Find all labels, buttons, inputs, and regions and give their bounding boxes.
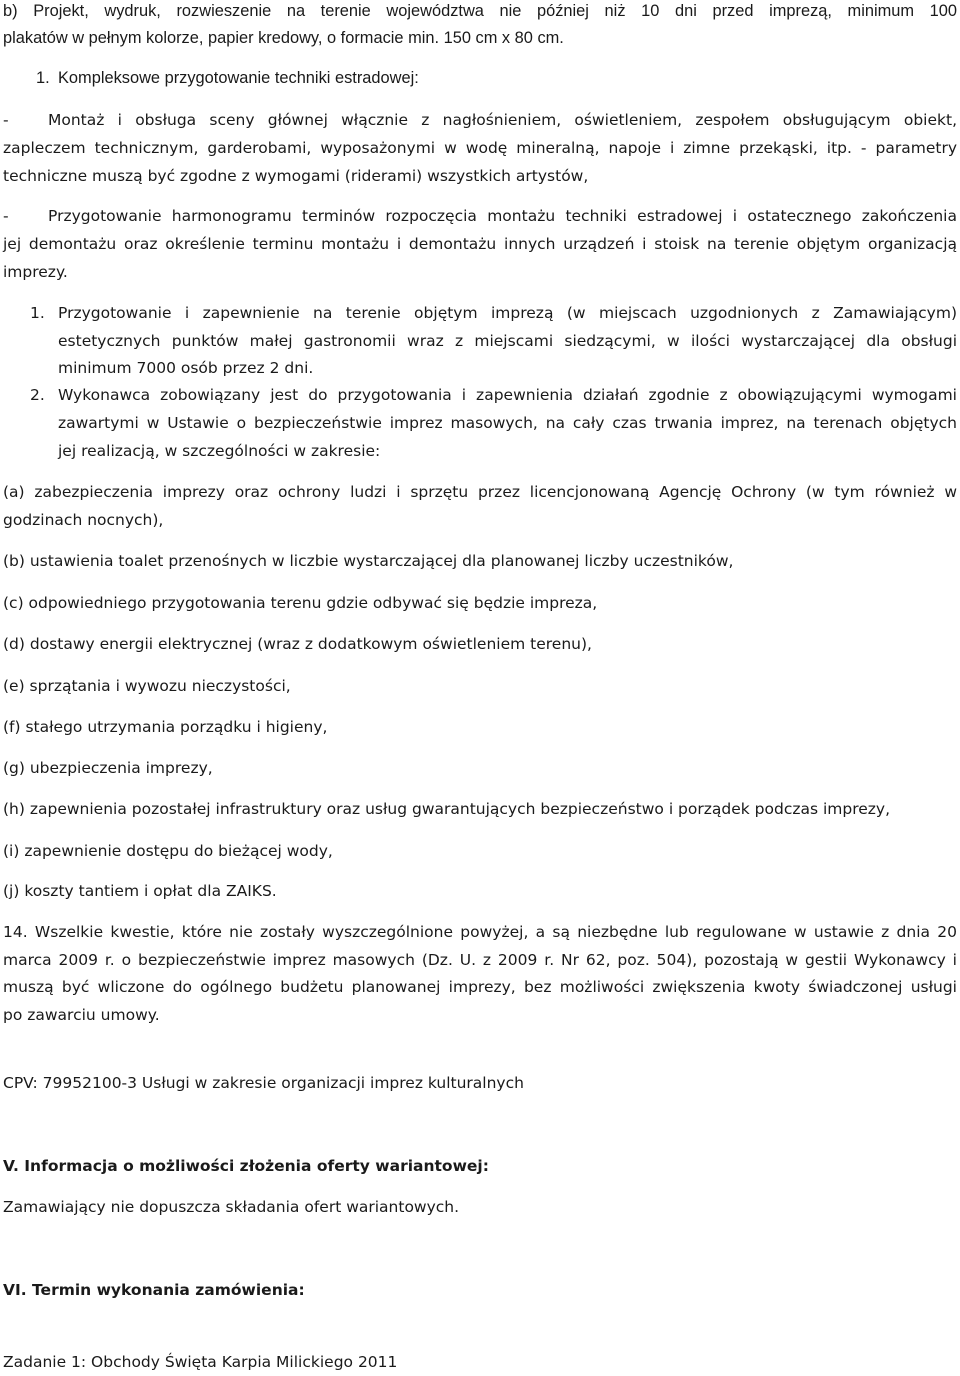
letter-e: (e) sprzątania i wywozu nieczystości, [3, 677, 291, 695]
numbered-1-line-1: Przygotowanie i zapewnienie na terenie objętym imprezą (w miejscach uzgodnionych z Zamawiającym) [58, 304, 957, 322]
dash-1-line-2: zapleczem technicznym, garderobami, wyposażonymi w wodę mineralną, napoje i zimne przekąski, itp. - parametry [3, 139, 957, 157]
item-14-line-1: 14. Wszelkie kwestie, które nie zostały wyszczególnione powyżej, a są niezbędne lub regulowane w ustawie z dnia 20 [3, 923, 957, 941]
item-b-line-2: plakatów w pełnym kolorze, papier kredowy, o formacie min. 150 cm x 80 cm. [3, 29, 564, 47]
letter-a-line-2: godzinach nocnych), [3, 511, 164, 529]
numbered-2-line-2: zawartymi w Ustawie o bezpieczeństwie imprez masowych, na cały czas trwania imprez, na terenach objętych [58, 414, 957, 432]
numbered-2-line-3: jej realizacją, w szczególności w zakresie: [58, 442, 381, 460]
section-5-heading: V. Informacja o możliwości złożenia oferty wariantowej: [3, 1157, 489, 1175]
item-14-line-3: muszą być wliczone do ogólnego budżetu planowanej imprezy, bez możliwości zwiększenia kwoty świadczonej usługi [3, 978, 957, 996]
dash-1-line-1: Montaż i obsługa sceny głównej włącznie z nagłośnieniem, oświetleniem, zespołem obsługującym obiekt, [48, 111, 957, 129]
letter-i: (i) zapewnienie dostępu do bieżącej wody, [3, 842, 333, 860]
section-6-heading: VI. Termin wykonania zamówienia: [3, 1281, 305, 1299]
numbered-2-line-1: Wykonawca zobowiązany jest do przygotowania i zapewnienia działań zgodnie z obowiązującymi wymogami [58, 386, 957, 404]
letter-j: (j) koszty tantiem i opłat dla ZAIKS. [3, 882, 277, 900]
letter-c: (c) odpowiedniego przygotowania terenu gdzie odbywać się będzie impreza, [3, 594, 598, 612]
section-5-text: Zamawiający nie dopuszcza składania ofert wariantowych. [3, 1198, 460, 1216]
letter-a-line-1: (a) zabezpieczenia imprezy oraz ochrony ludzi i sprzętu przez licencjonowaną Agencję Ochrony (w tym również w [3, 483, 957, 501]
letter-f: (f) stałego utrzymania porządku i higieny, [3, 718, 328, 736]
numbered-1-line-2: estetycznych punktów małej gastronomii wraz z miejscami siedzącymi, w ilości wystarczającej dla obsługi [58, 332, 957, 350]
section-6-text: Zadanie 1: Obchody Święta Karpia Milickiego 2011 [3, 1353, 398, 1371]
dash-2-line-2: jej demontażu oraz określenie terminu montażu i demontażu innych urządzeń i stoisk na terenie objętym organizacją [3, 235, 957, 253]
dash-2-line-3: imprezy. [3, 263, 68, 281]
numbered-2-marker: 2. [30, 386, 45, 404]
numbered-1-marker: 1. [30, 304, 45, 322]
item-1-text: Kompleksowe przygotowanie techniki estradowej: [58, 69, 419, 87]
numbered-1-line-3: minimum 7000 osób przez 2 dni. [58, 359, 314, 377]
letter-g: (g) ubezpieczenia imprezy, [3, 759, 213, 777]
dash-1-line-3: techniczne muszą być zgodne z wymogami (riderami) wszystkich artystów, [3, 167, 589, 185]
letter-h: (h) zapewnienia pozostałej infrastruktury oraz usług gwarantujących bezpieczeństwo i porządek podczas imprezy, [3, 800, 891, 818]
dash-2-line-1: Przygotowanie harmonogramu terminów rozpoczęcia montażu techniki estradowej i ostatecznego zakończenia [48, 207, 957, 225]
item-b-line-1: b) Projekt, wydruk, rozwieszenie na terenie województwa nie później niż 10 dni przed imprezą, minimum 100 [3, 2, 957, 20]
item-14-line-4: po zawarciu umowy. [3, 1006, 160, 1024]
dash-1-marker: - [3, 111, 9, 129]
item-14-line-2: marca 2009 r. o bezpieczeństwie imprez masowych (Dz. U. z 2009 r. Nr 62, poz. 504), pozostają w gestii Wykonawcy i [3, 951, 957, 969]
dash-2-marker: - [3, 207, 9, 225]
item-1-marker: 1. [36, 69, 50, 87]
letter-d: (d) dostawy energii elektrycznej (wraz z dodatkowym oświetleniem terenu), [3, 635, 592, 653]
cpv-code: CPV: 79952100-3 Usługi w zakresie organizacji imprez kulturalnych [3, 1074, 524, 1092]
letter-b: (b) ustawienia toalet przenośnych w liczbie wystarczającej dla planowanej liczby uczestników, [3, 552, 734, 570]
